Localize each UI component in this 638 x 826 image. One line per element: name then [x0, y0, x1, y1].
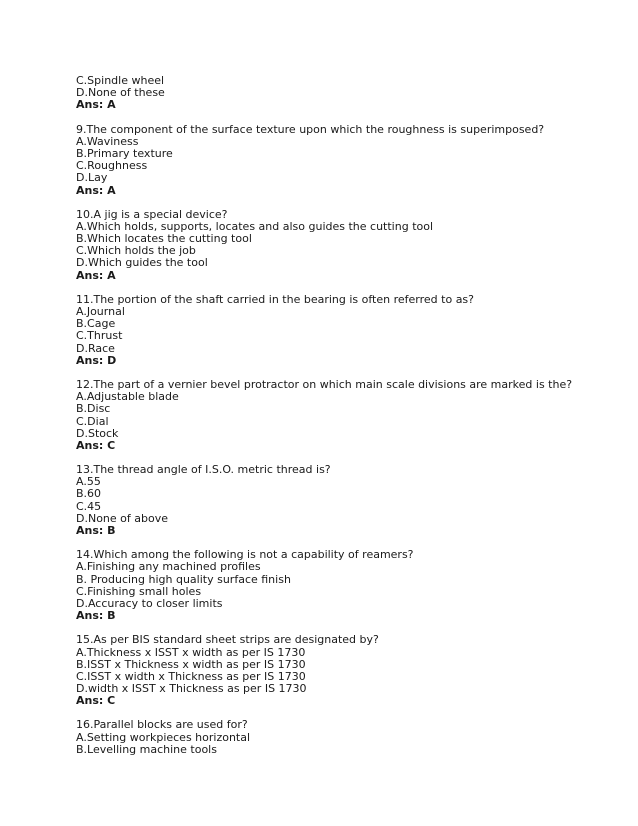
- question-text: 9.The component of the surface texture upon which the roughness is superimposed?: [76, 122, 545, 136]
- option: A.55: [76, 475, 101, 489]
- option: D.Which guides the tool: [76, 256, 208, 270]
- question-text: 13.The thread angle of I.S.O. metric thread is?: [76, 463, 331, 477]
- question-block-10: [76, 209, 616, 282]
- option: A.Finishing any machined profiles: [76, 560, 261, 574]
- option: D.Accuracy to closer limits: [76, 596, 223, 610]
- option: B.Disc: [76, 402, 111, 416]
- question-block-14: [76, 549, 616, 622]
- question-text: 15.As per BIS standard sheet strips are designated by?: [76, 633, 379, 647]
- option: B.ISST x Thickness x width as per IS 1730: [76, 657, 306, 671]
- option: D.None of these: [76, 86, 165, 100]
- option: A.Setting workpieces horizontal: [76, 730, 251, 744]
- option: D.None of above: [76, 511, 168, 525]
- option: B.Primary texture: [76, 146, 173, 160]
- question-block-15: [76, 634, 616, 707]
- option: B.Levelling machine tools: [76, 742, 217, 756]
- option: C.Dial: [76, 414, 109, 428]
- question-text: 14.Which among the following is not a capability of reamers?: [76, 548, 414, 562]
- answer: Ans: B: [76, 609, 116, 623]
- option: A.Which holds, supports, locates and also guides the cutting tool: [76, 219, 434, 233]
- document-page: [76, 75, 616, 768]
- option: A.Waviness: [76, 134, 139, 148]
- option: A.Thickness x ISST x width as per IS 1730: [76, 645, 306, 659]
- option: C.Which holds the job: [76, 244, 196, 258]
- answer: Ans: A: [76, 98, 116, 112]
- question-block-13: [76, 464, 616, 537]
- option: C.ISST x width x Thickness as per IS 1730: [76, 669, 306, 683]
- option: C.45: [76, 499, 102, 513]
- option: D.Stock: [76, 426, 119, 440]
- option: C.Thrust: [76, 329, 123, 343]
- option: B. Producing high quality surface finish: [76, 572, 291, 586]
- option: B.Cage: [76, 317, 116, 331]
- question-text: 11.The portion of the shaft carried in the bearing is often referred to as?: [76, 292, 475, 306]
- option: D.Race: [76, 341, 115, 355]
- option: B.60: [76, 487, 102, 501]
- option: A.Adjustable blade: [76, 390, 179, 404]
- question-block-11: [76, 294, 616, 367]
- answer: Ans: A: [76, 268, 116, 282]
- answer: Ans: D: [76, 353, 117, 367]
- option: C.Finishing small holes: [76, 584, 202, 598]
- question-text: 16.Parallel blocks are used for?: [76, 718, 248, 732]
- question-block-16: [76, 719, 616, 756]
- option: C.Roughness: [76, 159, 148, 173]
- answer: Ans: A: [76, 183, 116, 197]
- option: A.Journal: [76, 305, 125, 318]
- answer: Ans: C: [76, 694, 116, 708]
- question-text: 10.A jig is a special device?: [76, 207, 228, 221]
- answer: Ans: B: [76, 524, 116, 537]
- question-block-8-continued: [76, 75, 616, 112]
- option: D.width x ISST x Thickness as per IS 1730: [76, 682, 307, 696]
- option: B.Which locates the cutting tool: [76, 232, 252, 246]
- option: D.Lay: [76, 171, 108, 185]
- question-block-12: [76, 379, 616, 452]
- answer: Ans: C: [76, 438, 116, 452]
- question-block-9: [76, 124, 616, 197]
- question-text: 12.The part of a vernier bevel protractor on which main scale divisions are marked is the?: [76, 377, 573, 391]
- option: C.Spindle wheel: [76, 74, 165, 87]
